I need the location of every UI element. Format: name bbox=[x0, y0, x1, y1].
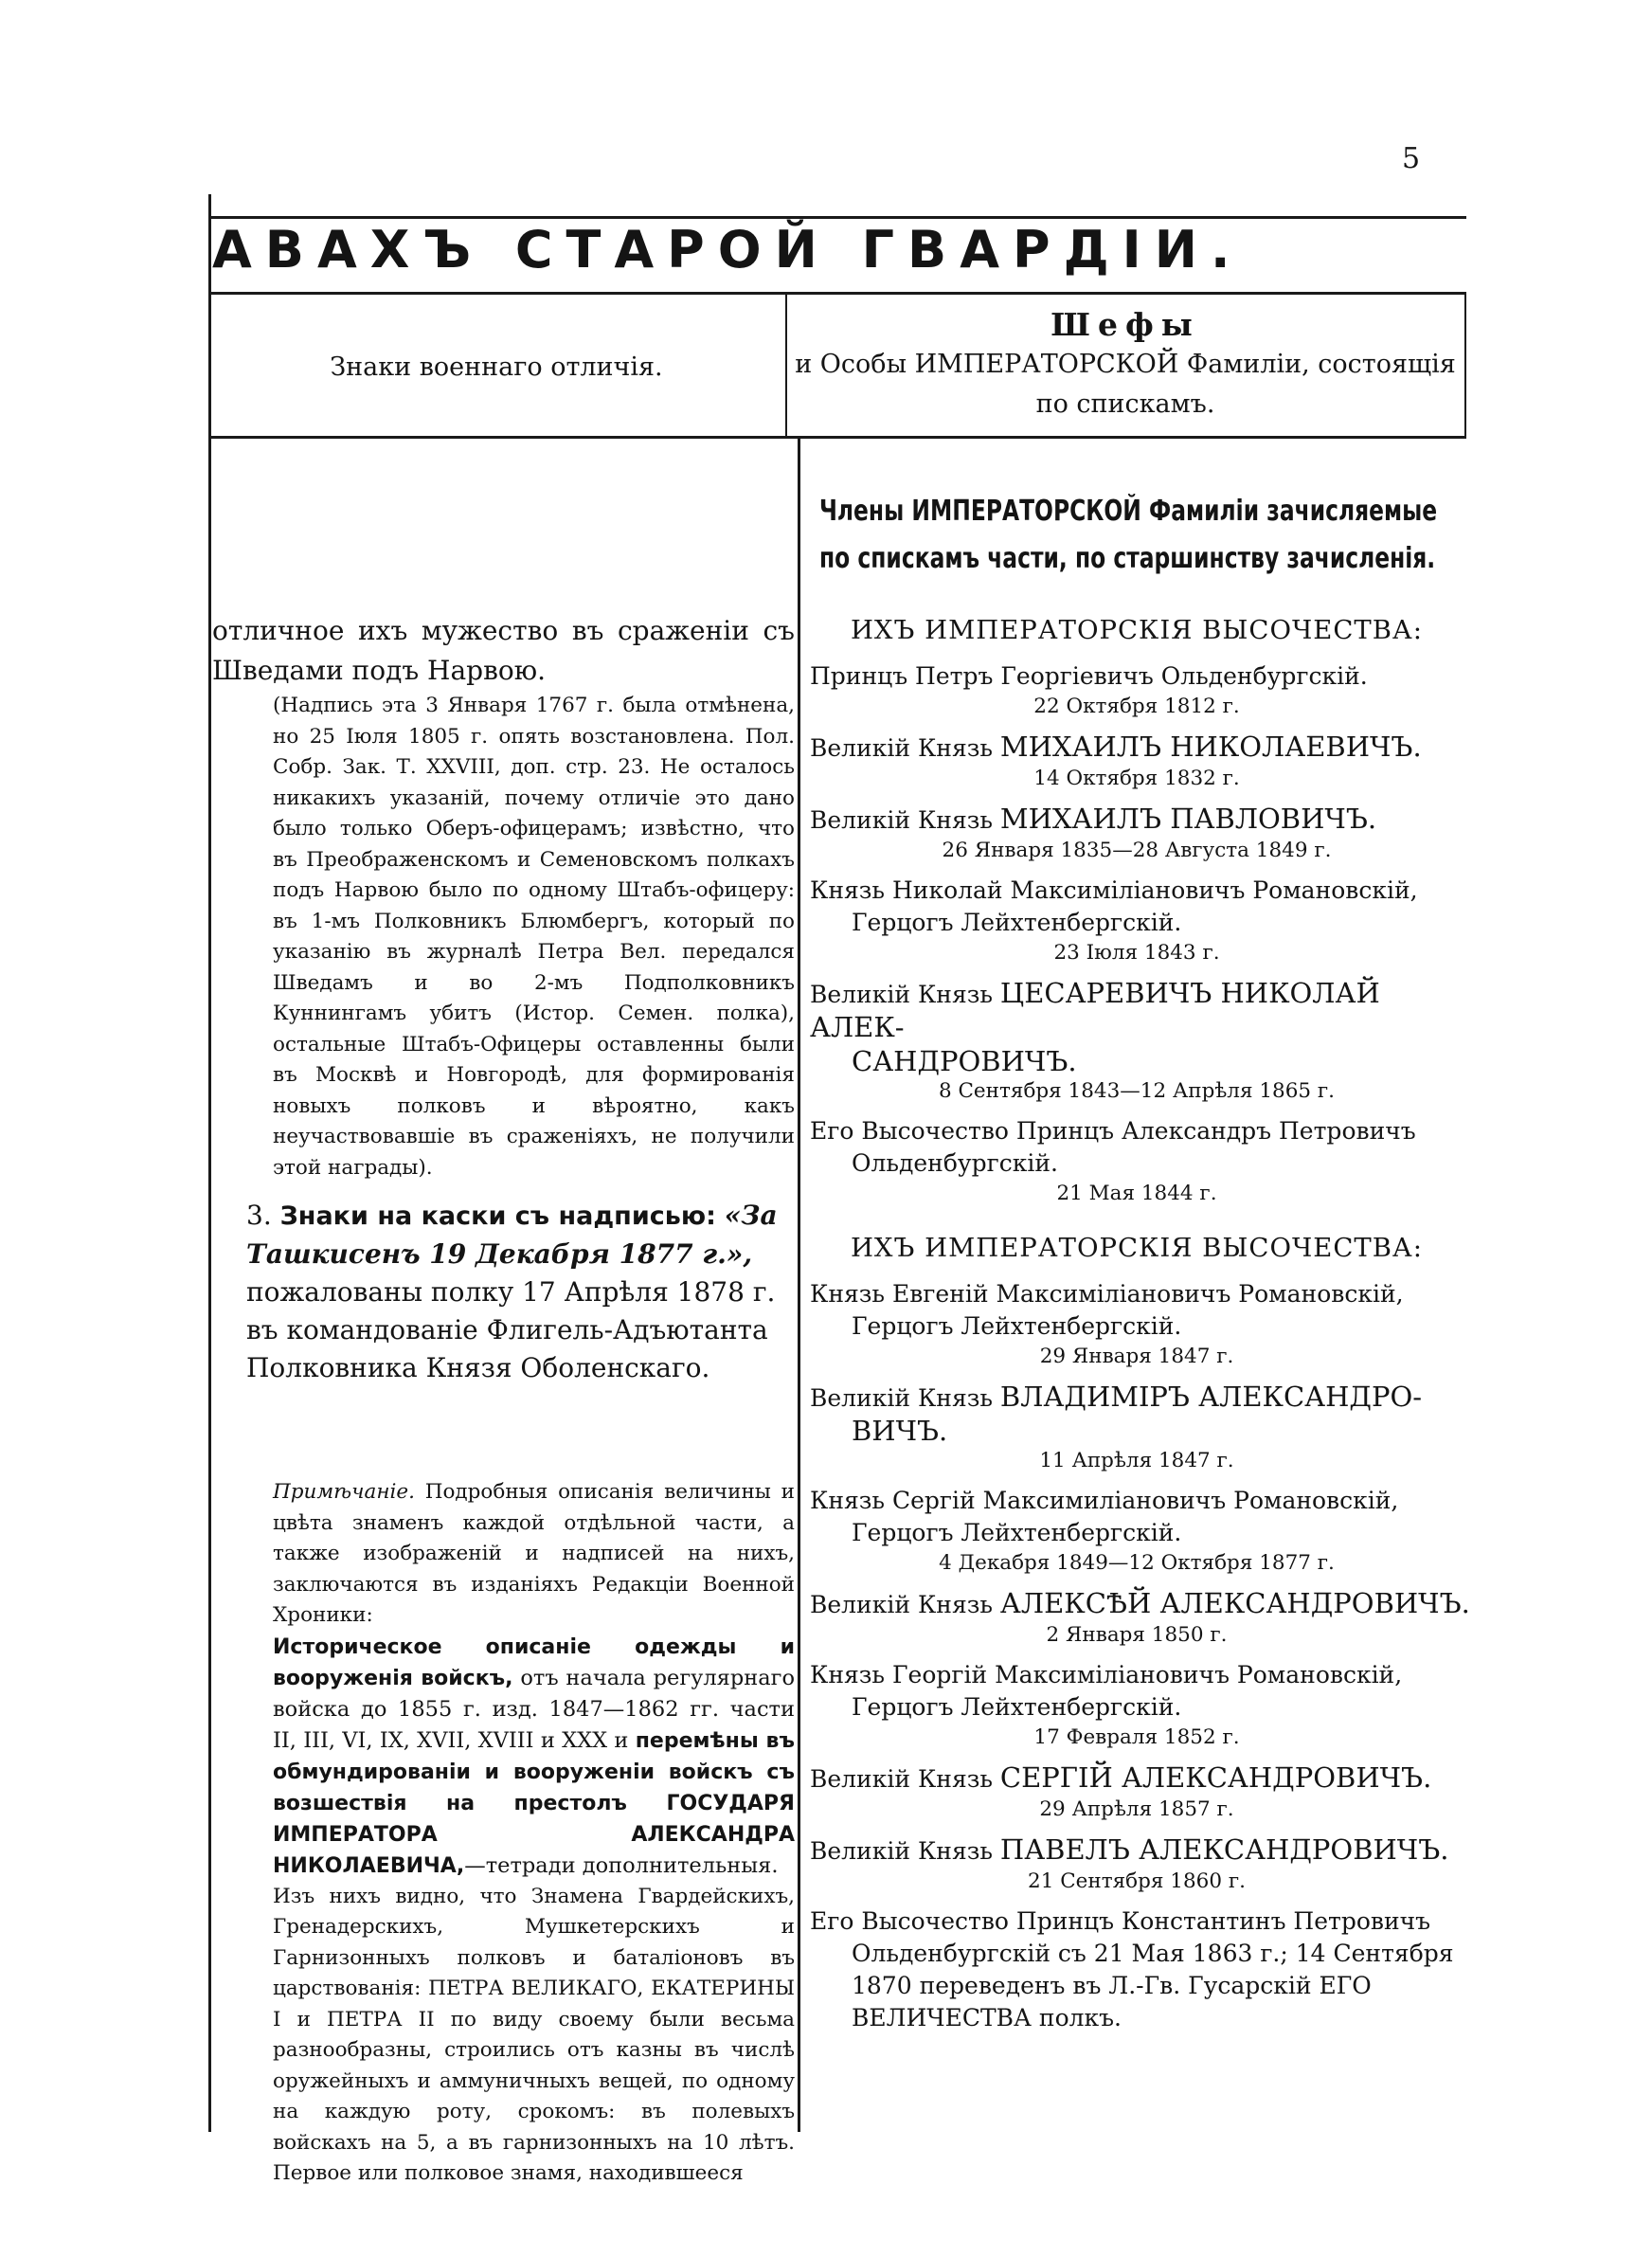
member-title: Герцогъ Лейхтенбергскій. bbox=[852, 909, 1182, 936]
member-date: 4 Декабря 1849—12 Октября 1877 г. bbox=[939, 1551, 1335, 1575]
page-number: 5 bbox=[1402, 142, 1421, 175]
item-inscription: «За Ташкисенъ 19 Декабря 1877 г.», bbox=[246, 1200, 778, 1270]
left-margin-rule bbox=[208, 194, 211, 2132]
right-column bbox=[800, 488, 1473, 2034]
member-entry bbox=[800, 977, 1473, 1077]
group-heading-2: ИХЪ ИМПЕРАТОРСКІЯ ВЫСОЧЕСТВА: bbox=[850, 1233, 1424, 1263]
left-paragraph-banners: Изъ нихъ видно, что Знамена Гвардейскихъ, Гренадерскихъ, Мушкетерскихъ и Гарнизонныхъ полковъ и баталіоновъ въ царствованія: ПЕТРА ВЕЛИКАГО, ЕКАТЕРИНЫ I и ПЕТРА II по виду своему были весьма разнообразны, строились отъ казны въ числѣ оружейныхъ и аммуничныхъ вещей, по одному на каждую роту, срокомъ: въ полевыхъ войскахъ на 5, а въ гарнизонныхъ на 10 лѣтъ. Первое или полковое знамя, находившееся bbox=[273, 1884, 795, 2185]
member-name: Князь Сергій Максимиліановичъ Романовскій, bbox=[810, 1487, 1399, 1514]
note-bold-title-2: перемѣны въ обмундированіи и вооруженіи войскъ съ возшествія на престолъ ГОСУДАРЯ ИМПЕРАТОРА АЛЕКСАНДРА НИКОЛАЕВИЧА, bbox=[273, 1728, 796, 1878]
member-title: Великій Князь bbox=[810, 1765, 993, 1793]
member-date: 17 Февраля 1852 г. bbox=[1033, 1725, 1240, 1749]
member-date: 14 Октября 1832 г. bbox=[1033, 767, 1240, 790]
member-date: 11 Апрѣля 1847 г. bbox=[1039, 1449, 1234, 1472]
member-entry bbox=[800, 1587, 1473, 1621]
note-label: Примѣчаніе. bbox=[273, 1480, 415, 1504]
note-bold-title-1: Историческое описаніе одежды и вооруженія войскъ, bbox=[273, 1634, 795, 1690]
member-date: 22 Октября 1812 г. bbox=[1033, 695, 1240, 718]
member-entry bbox=[800, 1485, 1473, 1549]
member-note: Ольденбургскій съ 21 Мая 1863 г.; 14 Сентября 1870 переведенъ въ Л.-Гв. Гусарскій ЕГО ВЕЛИЧЕСТВА полкъ. bbox=[852, 1940, 1454, 2031]
column-divider bbox=[785, 292, 787, 439]
member-name: ЦЕСАРЕВИЧЪ НИКОЛАЙ АЛЕК- bbox=[810, 977, 1380, 1043]
member-date: 26 Января 1835—28 Августа 1849 г. bbox=[942, 839, 1332, 862]
left-column bbox=[212, 611, 795, 2190]
member-date: 2 Января 1850 г. bbox=[1046, 1623, 1228, 1647]
member-entry bbox=[800, 1905, 1473, 2034]
member-entry bbox=[800, 1659, 1473, 1724]
member-name: АЛЕКСѢЙ АЛЕКСАНДРОВИЧЪ. bbox=[999, 1587, 1470, 1619]
member-entry bbox=[800, 660, 1473, 693]
member-name: Принцъ Петръ Георгіевичъ Ольденбургскій. bbox=[810, 662, 1368, 690]
member-entry bbox=[800, 875, 1473, 939]
member-entry bbox=[800, 1115, 1473, 1180]
section-title-text: Члены ИМПЕРАТОРСКОЙ Фамиліи зачисляемые по спискамъ части, по старшинству зачисленія. bbox=[819, 495, 1438, 575]
member-entry bbox=[800, 1833, 1473, 1868]
member-title: Великій Князь bbox=[810, 1837, 993, 1865]
member-name: Князь Евгеній Максиміліановичъ Романовскій, bbox=[810, 1280, 1404, 1308]
member-name-cont: ВИЧЪ. bbox=[852, 1415, 948, 1447]
member-name: Его Высочество Принцъ Александръ Петровичъ bbox=[810, 1117, 1416, 1145]
member-date: 21 Мая 1844 г. bbox=[1056, 1182, 1217, 1205]
group-heading-1: ИХЪ ИМПЕРАТОРСКІЯ ВЫСОЧЕСТВА: bbox=[850, 615, 1424, 645]
left-item-3 bbox=[212, 1197, 795, 1387]
member-name: Князь Николай Максиміліановичъ Романовскій, bbox=[810, 876, 1418, 904]
note-paragraph bbox=[212, 1477, 795, 1632]
member-name: ВЛАДИМІРЪ АЛЕКСАНДРО- bbox=[999, 1381, 1423, 1413]
note-mid-text: отъ начала регулярнаго войска до 1855 г. изд. 1847—1862 гг. части II, III, VI, IX, XVII, XVIII и XXX и bbox=[273, 1665, 795, 1753]
header-right-line3: по спискамъ. bbox=[1035, 389, 1215, 419]
member-title: Великій Князь bbox=[810, 981, 993, 1008]
section-title bbox=[800, 488, 1473, 583]
member-entry bbox=[800, 803, 1473, 837]
member-title: Великій Князь bbox=[810, 734, 993, 762]
header-right-line2: и Особы ИМПЕРАТОРСКОЙ Фамиліи, состоящія bbox=[795, 350, 1456, 379]
item-text: пожалованы полку 17 Апрѣля 1878 г. въ командованіе Флигель-Адъютанта Полковника Князя Оболенскаго. bbox=[246, 1276, 776, 1383]
member-name: МИХАИЛЪ НИКОЛАЕВИЧЪ. bbox=[999, 731, 1422, 763]
member-title: Герцогъ Лейхтенбергскій. bbox=[852, 1312, 1182, 1340]
left-paragraph-inscription: (Надпись эта 3 Января 1767 г. была отмѣнена, но 25 Іюля 1805 г. опять возстановлена. Пол. Собр. Зак. Т. XXVIII, доп. стр. 23. Не осталось никакихъ указаній, почему отличіе это дано было только Оберъ-офицерамъ; извѣстно, что въ Преображенскомъ и Семеновскомъ полкахъ подъ Нарвою было по одному Штабъ-офицеру: въ 1-мъ Полковникъ Блюмбергъ, который по указанію въ журналѣ Петра Вел. передался Шведамъ и во 2-мъ Подполковникъ Куннингамъ убитъ (Истор. Семен. полка), остальные Штабъ-Офицеры оставленны были въ Москвѣ и Новгородѣ, для формированія новыхъ полковъ и вѣроятно, какъ неучаствовавшіе въ сраженіяхъ, не получили этой награды). bbox=[273, 694, 795, 1180]
column-header-left: Знаки военнаго отличія. bbox=[330, 352, 663, 382]
member-name: Его Высочество Принцъ Константинъ Петровичъ bbox=[810, 1907, 1431, 1935]
member-name: МИХАИЛЪ ПАВЛОВИЧЪ. bbox=[999, 803, 1377, 835]
member-title: Великій Князь bbox=[810, 1384, 993, 1412]
note-references bbox=[212, 1632, 795, 1882]
member-name: Князь Георгій Максиміліановичъ Романовскій, bbox=[810, 1661, 1403, 1688]
member-name: СЕРГІЙ АЛЕКСАНДРОВИЧЪ. bbox=[999, 1761, 1432, 1794]
member-name-cont: САНДРОВИЧЪ. bbox=[852, 1045, 1077, 1077]
member-entry bbox=[800, 731, 1473, 765]
member-title: Герцогъ Лейхтенбергскій. bbox=[852, 1519, 1182, 1546]
page-banner: АВАХЪ СТАРОЙ ГВАРДІИ. bbox=[212, 220, 1244, 280]
member-date: 29 Апрѣля 1857 г. bbox=[1039, 1797, 1234, 1821]
member-date: 21 Сентября 1860 г. bbox=[1028, 1869, 1246, 1893]
column-header-right bbox=[788, 305, 1463, 424]
banner-top-rule bbox=[208, 216, 1466, 219]
note-text: Подробныя описанія величины и цвѣта знаменъ каждой отдѣльной части, а также изображеній и надписей на нихъ, заключаются въ изданіяхъ Редакціи Военной Хроники: bbox=[273, 1480, 795, 1627]
member-date: 23 Іюля 1843 г. bbox=[1053, 941, 1220, 965]
member-entry bbox=[800, 1278, 1473, 1343]
member-date: 8 Сентября 1843—12 Апрѣля 1865 г. bbox=[938, 1079, 1336, 1103]
banner-bottom-rule bbox=[208, 292, 1466, 295]
header-bottom-rule bbox=[208, 436, 1466, 439]
member-title: Великій Князь bbox=[810, 806, 993, 834]
member-entry bbox=[800, 1761, 1473, 1796]
note-end-text: —тетради дополнительныя. bbox=[464, 1852, 779, 1878]
member-title: Великій Князь bbox=[810, 1591, 993, 1618]
right-edge-rule bbox=[1464, 292, 1466, 439]
member-date: 29 Января 1847 г. bbox=[1039, 1345, 1234, 1368]
member-title: Герцогъ Лейхтенбергскій. bbox=[852, 1693, 1182, 1721]
item-number: 3. bbox=[246, 1200, 272, 1231]
left-paragraph-1: отличное ихъ мужество въ сраженіи съ Шведами подъ Нарвою. bbox=[212, 615, 795, 686]
item-title: Знаки на каски съ надписью: bbox=[279, 1201, 716, 1231]
member-name: ПАВЕЛЪ АЛЕКСАНДРОВИЧЪ. bbox=[999, 1833, 1449, 1866]
header-right-title: Шефы bbox=[1050, 306, 1200, 343]
member-name-cont: Ольденбургскій. bbox=[852, 1149, 1058, 1177]
member-entry bbox=[800, 1381, 1473, 1447]
